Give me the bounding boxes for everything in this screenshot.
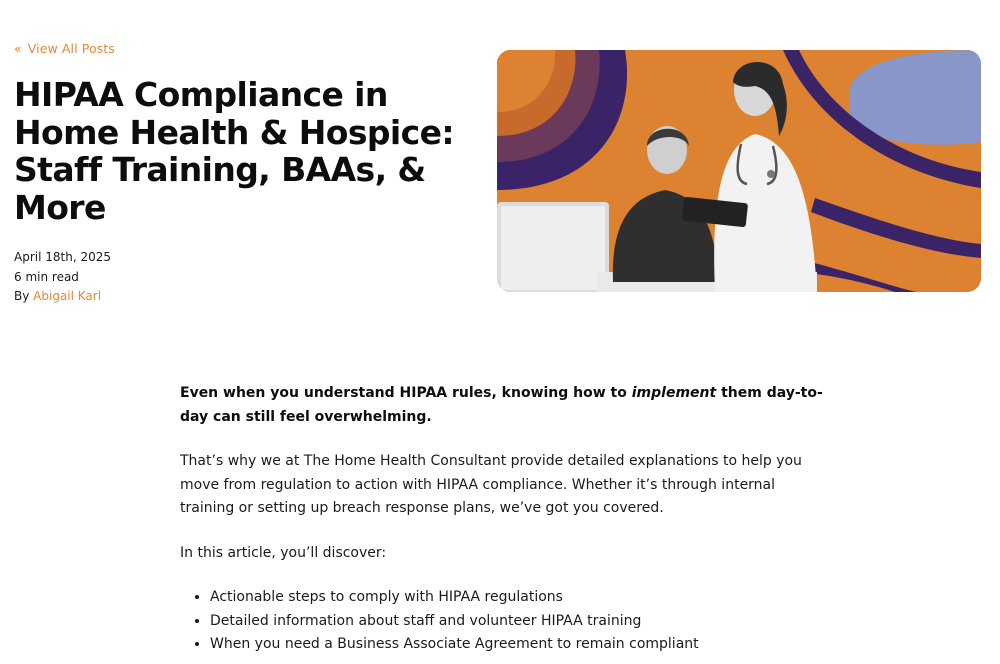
hero-image xyxy=(497,50,981,292)
read-time: 6 min read xyxy=(14,269,79,284)
list-item: • Detailed information about staff and volunteer HIPAA training xyxy=(210,610,830,634)
hero-illustration xyxy=(497,50,981,292)
discover-paragraph: In this article, you’ll discover: xyxy=(180,544,387,561)
article-body xyxy=(180,382,830,657)
lead-text-before: Even when you understand HIPAA rules, knowing how to xyxy=(180,385,632,401)
list-item: • When you need a Business Associate Agreement to remain compliant xyxy=(210,633,830,657)
double-chevron-left-icon: « xyxy=(14,41,22,56)
lead-emphasis: implement xyxy=(631,385,717,401)
lead-paragraph xyxy=(180,382,830,429)
view-all-posts-link[interactable] xyxy=(14,41,115,56)
discover-list xyxy=(180,586,830,657)
lead-text-after: them day-to-day can still feel overwhelming. xyxy=(180,385,823,425)
post-meta xyxy=(14,248,111,307)
view-all-posts-label: View All Posts xyxy=(27,41,115,56)
intro-paragraph: That’s why we at The Home Health Consultant provide detailed explanations to help you move from regulation to action with HIPAA compliance. Whether it’s through internal training or setting up breach response plans, we’ve got you covered. xyxy=(180,453,802,516)
byline-prefix: By xyxy=(14,289,34,303)
post-title: HIPAA Compliance in Home Health & Hospice: Staff Training, BAAs, & More xyxy=(14,75,454,227)
post-byline xyxy=(14,287,111,307)
author-link[interactable]: Abigail Karl xyxy=(33,289,102,303)
post-date: April 18th, 2025 xyxy=(14,250,111,264)
list-item: • Actionable steps to comply with HIPAA regulations xyxy=(210,586,830,610)
